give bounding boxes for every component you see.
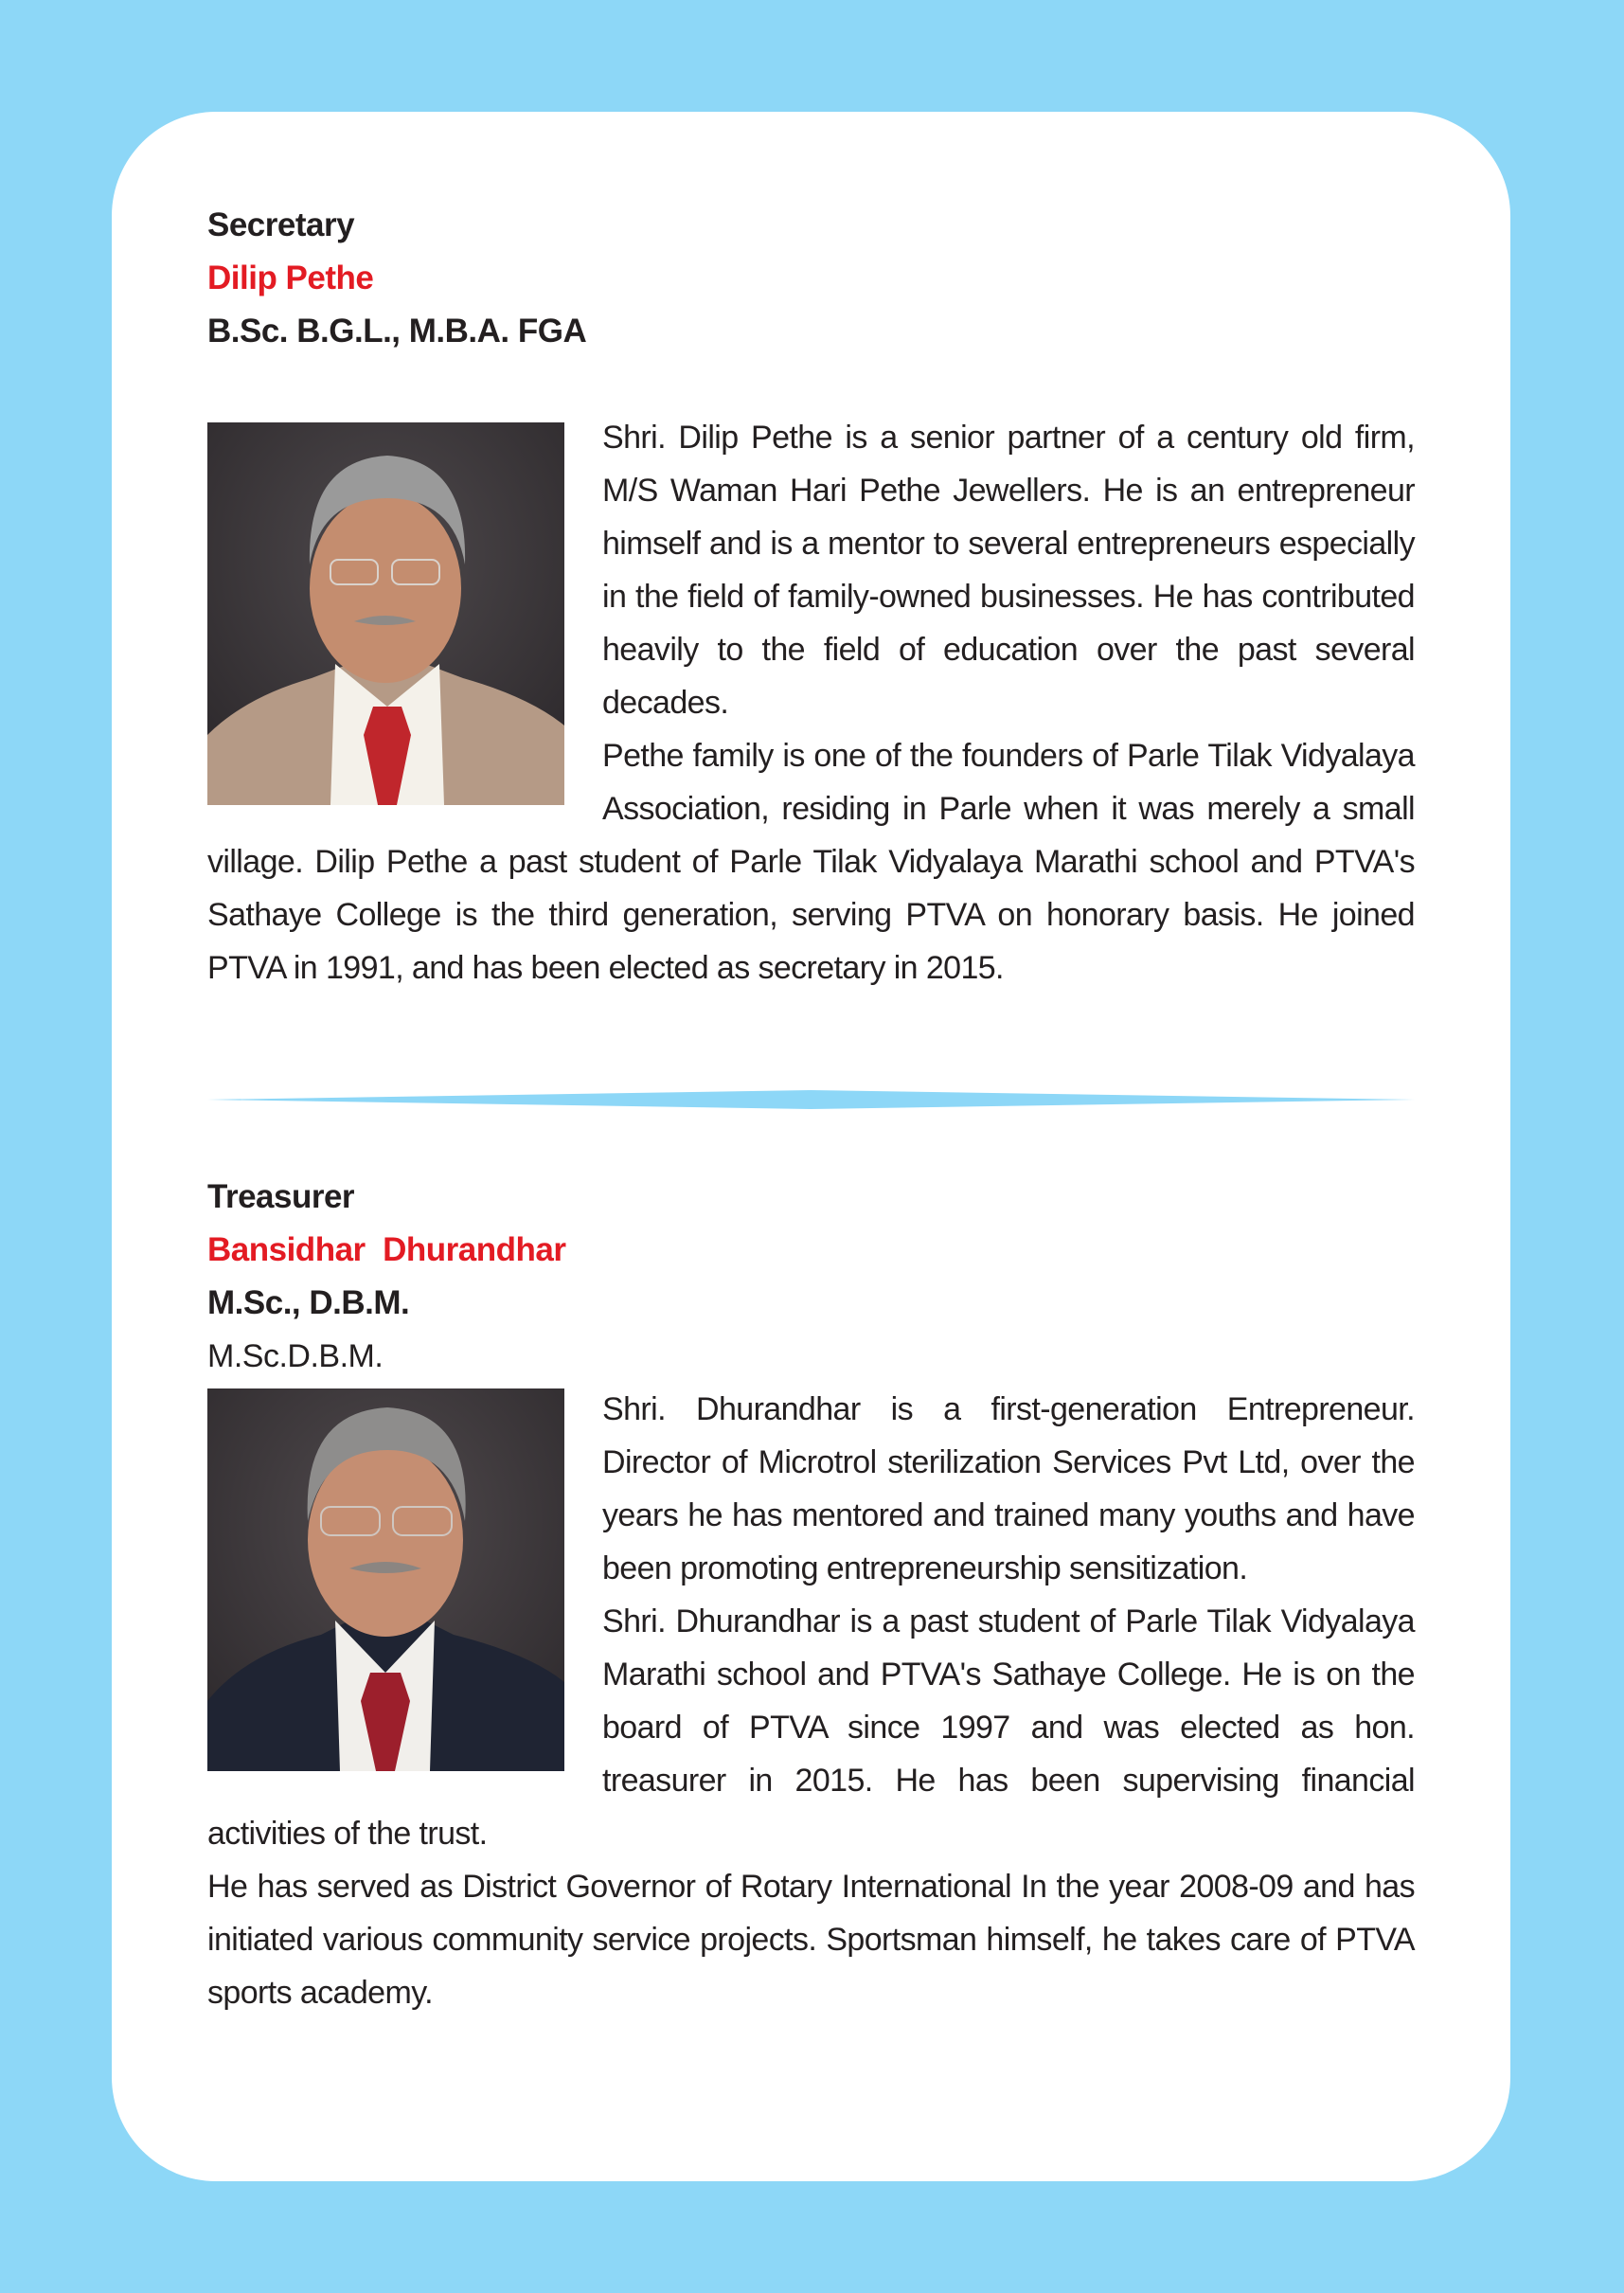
member-bio: [207, 1383, 1415, 2019]
member-name: Bansidhar Dhurandhar: [207, 1231, 566, 1268]
bio-paragraph: Shri. Dhurandhar is a first-generation Entrepreneur. Director of Microtrol sterilization Services Pvt Ltd, over the years he has mentored and trained many youths and have been promoting entrepreneurship sensitization.: [602, 1391, 1415, 1586]
member-degree: B.Sc. B.G.L., M.B.A. FGA: [207, 313, 587, 349]
content-card: [112, 112, 1510, 2181]
bio-paragraph: Shri. Dhurandhar is a past student of Parle Tilak Vidyalaya Marathi school and PTVA's Sathaye College. He is on the board of PTVA since 1997 and was elected as hon. treasurer in 2015. He has been supervising financial activities of the trust.: [207, 1603, 1415, 1852]
secretary-section: [207, 199, 1415, 994]
treasurer-section: [207, 1171, 1415, 2019]
portrait-photo: [207, 1388, 564, 1771]
portrait-image: [207, 1388, 564, 1771]
portrait-image: [207, 422, 564, 805]
bio-paragraph: Pethe family is one of the founders of Parle Tilak Vidyalaya Association, residing in Parle when it was merely a small village. Dilip Pethe a past student of Parle Tilak Vidyalaya Marathi school and PTVA's Sathaye College is the third generation, serving PTVA on honorary basis. He joined PTVA in 1991, and has been elected as secretary in 2015.: [207, 738, 1415, 986]
portrait-photo: [207, 422, 564, 805]
bio-paragraph: He has served as District Governor of Rotary International In the year 2008-09 and has initiated various community service projects. Sportsman himself, he takes care of PTVA sports academy.: [207, 1869, 1415, 2011]
member-subdegree: M.Sc.D.B.M.: [207, 1338, 384, 1374]
role-title: Secretary: [207, 206, 355, 243]
member-bio: [207, 411, 1415, 994]
member-name: Dilip Pethe: [207, 260, 374, 296]
section-divider: [207, 1088, 1415, 1111]
bio-paragraph: Shri. Dilip Pethe is a senior partner of a century old firm, M/S Waman Hari Pethe Jewellers. He is an entrepreneur himself and is a mentor to several entrepreneurs especially in the field of family-owned businesses. He has contributed heavily to the field of education over the past several decades.: [602, 420, 1415, 721]
member-degree: M.Sc., D.B.M.: [207, 1284, 410, 1321]
role-title: Treasurer: [207, 1178, 355, 1215]
